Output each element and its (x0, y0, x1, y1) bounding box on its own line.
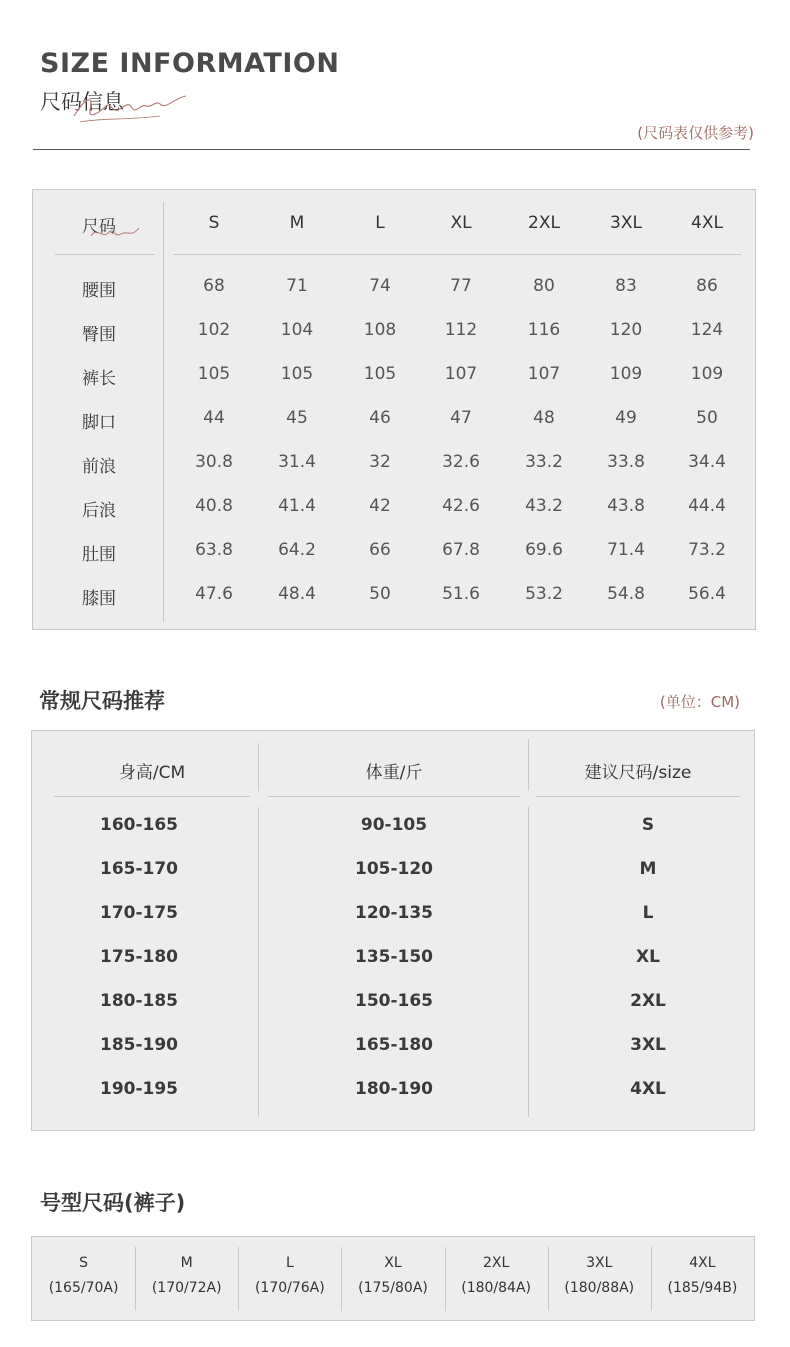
cell-divider (548, 1247, 549, 1311)
column-header-height: 身高/CM (118, 763, 186, 783)
measurement-label: 裤长 (82, 369, 116, 389)
suggested-size: XL (636, 947, 660, 967)
model-size-code: (170/76A) (254, 1280, 325, 1296)
model-size-label: L (285, 1255, 294, 1271)
column-header-size: 建议尺码/size (584, 763, 692, 783)
measurement-value: 33.2 (525, 452, 563, 472)
measurement-value: 47 (450, 408, 472, 428)
script-decoration (70, 82, 190, 126)
model-size-label: M (180, 1255, 193, 1271)
measurement-value: 73.2 (688, 540, 726, 560)
cell-divider (445, 1247, 446, 1311)
column-divider (528, 807, 529, 1117)
measurement-value: 74 (369, 276, 391, 296)
measurement-label: 后浪 (82, 501, 116, 521)
measurement-label: 臀围 (82, 325, 116, 345)
model-size-cell (445, 1237, 548, 1322)
header-underline (54, 796, 250, 797)
weight-range: 135-150 (354, 947, 434, 967)
size-header: S (208, 213, 220, 233)
measurement-value: 44 (203, 408, 225, 428)
measurement-value: 48.4 (278, 584, 316, 604)
model-size-cell (135, 1237, 238, 1322)
measurement-value: 83 (615, 276, 637, 296)
reference-note: (尺码表仅供参考) (637, 124, 754, 142)
measurement-label: 前浪 (82, 457, 116, 477)
measurement-value: 112 (444, 320, 478, 340)
size-header: M (289, 213, 305, 233)
measurement-value: 43.2 (525, 496, 563, 516)
weight-range: 90-105 (360, 815, 428, 835)
measurement-value: 71 (286, 276, 308, 296)
weight-range: 180-190 (354, 1079, 434, 1099)
model-size-code: (180/88A) (564, 1280, 635, 1296)
measurement-value: 109 (609, 364, 643, 384)
cell-divider (135, 1247, 136, 1311)
size-header: 3XL (610, 213, 642, 233)
measurement-value: 45 (286, 408, 308, 428)
model-size-cell (341, 1237, 444, 1322)
header-divider (258, 743, 259, 791)
measurement-value: 116 (527, 320, 561, 340)
measurement-value: 32 (369, 452, 391, 472)
measurement-label: 脚口 (82, 413, 116, 433)
measurement-value: 41.4 (278, 496, 316, 516)
measurement-value: 66 (369, 540, 391, 560)
suggested-size: L (642, 903, 654, 923)
measurement-value: 105 (363, 364, 397, 384)
measurement-value: 46 (369, 408, 391, 428)
header-divider (33, 149, 750, 150)
unit-note: (单位：CM) (659, 693, 740, 711)
measurement-label: 腰围 (82, 281, 116, 301)
corner-label: 尺码 (82, 217, 116, 237)
measurement-value: 104 (280, 320, 314, 340)
measurement-value: 48 (533, 408, 555, 428)
measurement-value: 63.8 (195, 540, 233, 560)
header-divider (528, 739, 529, 791)
height-range: 160-165 (99, 815, 179, 835)
weight-range: 165-180 (354, 1035, 434, 1055)
weight-range: 120-135 (354, 903, 434, 923)
measurement-value: 68 (203, 276, 225, 296)
measurement-value: 105 (197, 364, 231, 384)
column-header-weight: 体重/斤 (365, 763, 423, 783)
measurement-value: 71.4 (607, 540, 645, 560)
page-title-en: SIZE INFORMATION (40, 48, 340, 79)
suggested-size: 2XL (630, 991, 666, 1011)
measurement-value: 77 (450, 276, 472, 296)
model-size-code: (180/84A) (461, 1280, 532, 1296)
measurement-value: 31.4 (278, 452, 316, 472)
measurement-value: 42.6 (442, 496, 480, 516)
suggested-size: 3XL (630, 1035, 666, 1055)
height-range: 180-185 (99, 991, 179, 1011)
measurement-value: 51.6 (442, 584, 480, 604)
measurement-value: 30.8 (195, 452, 233, 472)
page-title-cn: 尺码信息 (40, 90, 124, 114)
measurement-value: 69.6 (525, 540, 563, 560)
model-size-label: 2XL (482, 1255, 510, 1271)
model-size-title: 号型尺码(裤子) (40, 1191, 186, 1215)
measurement-value: 86 (696, 276, 718, 296)
model-size-label: S (79, 1255, 89, 1271)
weight-range: 105-120 (354, 859, 434, 879)
measurement-value: 53.2 (525, 584, 563, 604)
model-size-cell (32, 1237, 135, 1322)
measurement-value: 102 (197, 320, 231, 340)
size-header: L (375, 213, 385, 233)
measurement-value: 120 (609, 320, 643, 340)
model-size-label: 4XL (689, 1255, 716, 1271)
measurement-value: 80 (533, 276, 555, 296)
suggested-size: 4XL (630, 1079, 666, 1099)
height-range: 175-180 (99, 947, 179, 967)
size-recommend-table (31, 730, 755, 1131)
model-size-cell (238, 1237, 341, 1322)
size-script-decoration (87, 216, 143, 244)
cell-divider (238, 1247, 239, 1311)
size-measurement-table (32, 189, 756, 630)
column-divider (163, 202, 164, 622)
height-range: 165-170 (99, 859, 179, 879)
measurement-label: 肚围 (82, 545, 116, 565)
measurement-value: 40.8 (195, 496, 233, 516)
measurement-value: 109 (690, 364, 724, 384)
model-size-cell (651, 1237, 754, 1322)
measurement-value: 44.4 (688, 496, 726, 516)
measurement-value: 33.8 (607, 452, 645, 472)
suggested-size: S (641, 815, 655, 835)
measurement-label: 膝围 (82, 589, 116, 609)
measurement-value: 67.8 (442, 540, 480, 560)
size-header: 4XL (691, 213, 723, 233)
measurement-value: 50 (369, 584, 391, 604)
size-header: XL (450, 213, 472, 233)
measurement-value: 50 (696, 408, 718, 428)
model-size-label: 3XL (586, 1255, 613, 1271)
measurement-value: 105 (280, 364, 314, 384)
measurement-value: 56.4 (688, 584, 726, 604)
measurement-value: 32.6 (442, 452, 480, 472)
column-divider (258, 807, 259, 1117)
measurement-value: 108 (363, 320, 397, 340)
recommend-title: 常规尺码推荐 (39, 689, 165, 713)
measurement-value: 124 (690, 320, 724, 340)
header-divider-left (55, 254, 155, 255)
size-header: 2XL (528, 213, 560, 233)
measurement-value: 47.6 (195, 584, 233, 604)
model-size-label: XL (384, 1255, 402, 1271)
model-size-code: (170/72A) (151, 1280, 222, 1296)
measurement-value: 34.4 (688, 452, 726, 472)
model-size-code: (175/80A) (358, 1280, 428, 1296)
height-range: 190-195 (99, 1079, 179, 1099)
cell-divider (341, 1247, 342, 1311)
header-divider-right (173, 254, 741, 255)
measurement-value: 64.2 (278, 540, 316, 560)
height-range: 185-190 (99, 1035, 179, 1055)
measurement-value: 54.8 (607, 584, 645, 604)
measurement-value: 49 (615, 408, 637, 428)
weight-range: 150-165 (354, 991, 434, 1011)
measurement-value: 107 (527, 364, 561, 384)
measurement-value: 42 (369, 496, 391, 516)
header-underline (536, 796, 740, 797)
suggested-size: M (639, 859, 657, 879)
height-range: 170-175 (99, 903, 179, 923)
measurement-value: 43.8 (607, 496, 645, 516)
cell-divider (651, 1247, 652, 1311)
model-size-code: (185/94B) (667, 1280, 738, 1296)
header-underline (268, 796, 520, 797)
measurement-value: 107 (444, 364, 478, 384)
model-size-code: (165/70A) (48, 1280, 119, 1296)
model-size-cell (548, 1237, 651, 1322)
model-size-table (31, 1236, 755, 1321)
